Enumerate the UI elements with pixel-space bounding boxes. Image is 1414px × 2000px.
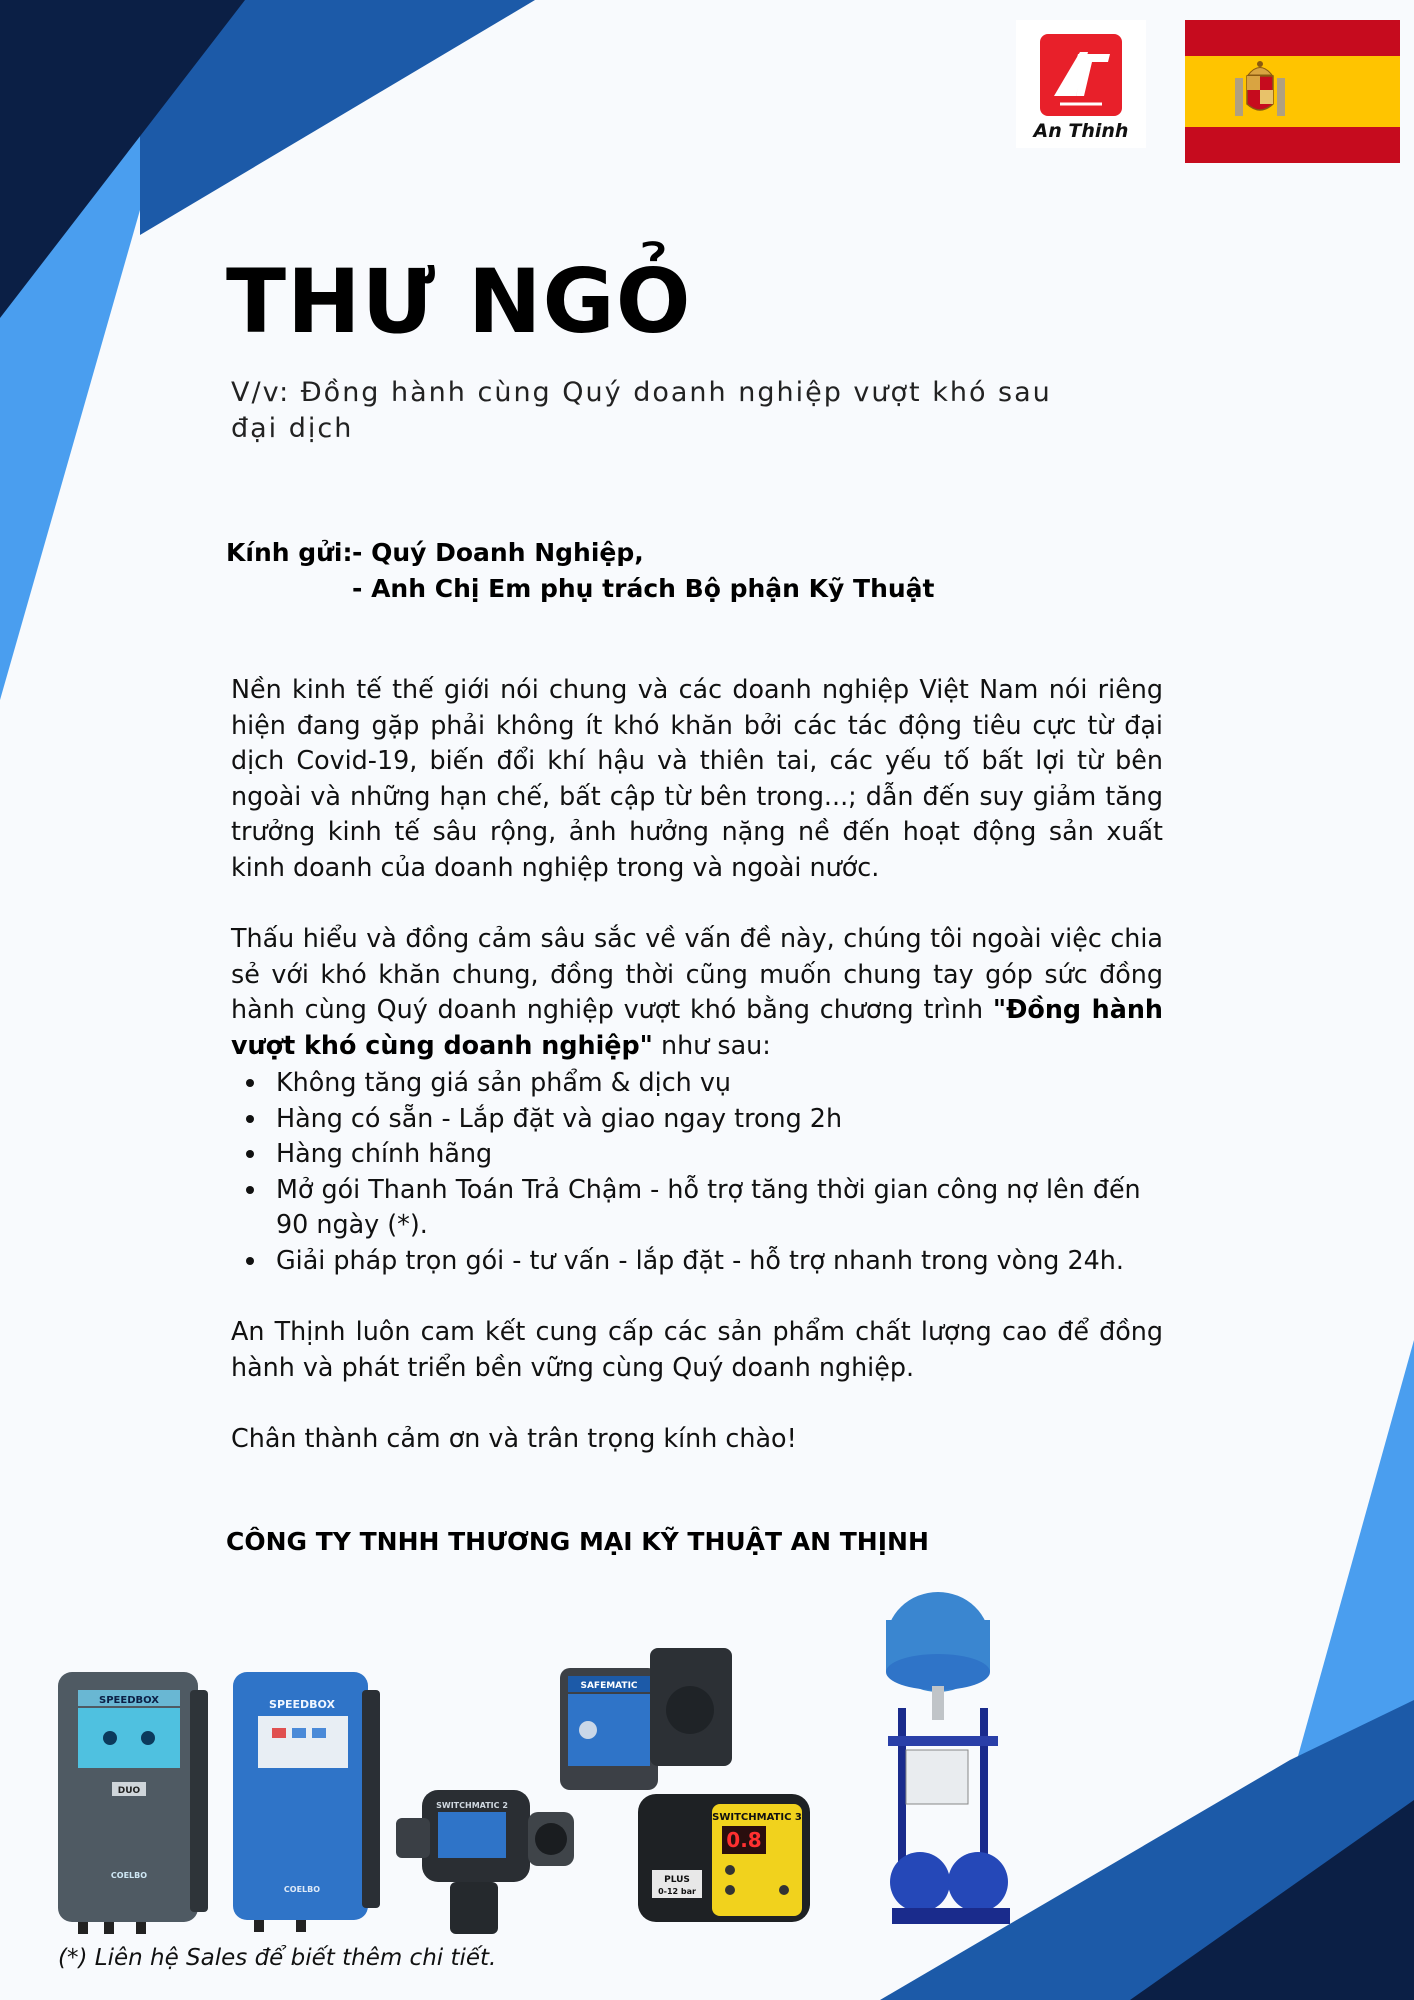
spain-flag-icon [1185, 20, 1400, 163]
an-thinh-logo-mark [1040, 34, 1122, 116]
speedbox-blue-image [233, 1672, 380, 1932]
switchmatic-2-label: SWITCHMATIC 2 [436, 1801, 508, 1810]
list-item: Không tăng giá sản phẩm & dịch vụ [231, 1065, 1163, 1101]
speedbox-duo-sub: DUO [117, 1786, 141, 1796]
switchmatic-3-label: SWITCHMATIC 3 [712, 1812, 802, 1823]
product-images [40, 1590, 1020, 1940]
benefits-list [231, 1065, 1163, 1279]
paragraph-2-end: như sau: [652, 1029, 771, 1060]
paragraph-2-text: Thấu hiểu và đồng cảm sâu sắc về vấn đề này, chúng tôi ngoài việc chia sẻ với khó khăn chung, đồng thời cũng muốn chung tay góp sức đồng hành cùng Quý doanh nghiệp vượt khó bằng chương trình [231, 923, 1163, 1025]
company-name: CÔNG TY TNHH THƯƠNG MẠI KỸ THUẬT AN THỊNH [226, 1527, 929, 1556]
switchmatic-2-image [396, 1790, 574, 1934]
logo-glyph-icon [1040, 34, 1122, 116]
page-title: THƯ NGỎ [226, 250, 692, 353]
safematic-label: SAFEMATIC [580, 1681, 638, 1691]
subtitle-line-2: đại dịch [231, 413, 354, 444]
program-name: "Đồng hành vượt khó cùng doanh nghiệp" [231, 994, 1164, 1060]
coelbo-brand-1: COELBO [110, 1871, 148, 1880]
list-item: Hàng chính hãng [231, 1136, 1163, 1172]
list-item: Mở gói Thanh Toán Trả Chậm - hỗ trợ tăng thời gian công nợ lên đến 90 ngày (*). [231, 1172, 1163, 1243]
subtitle [231, 375, 1091, 447]
booster-pump-image [886, 1592, 1010, 1924]
footnote: (*) Liên hệ Sales để biết thêm chi tiết. [58, 1945, 497, 1971]
list-item: Giải pháp trọn gói - tư vấn - lắp đặt - hỗ trợ nhanh trong vòng 24h. [231, 1243, 1163, 1279]
switchmatic-3-image [638, 1794, 810, 1922]
paragraph-1: Nền kinh tế thế giới nói chung và các doanh nghiệp Việt Nam nói riêng hiện đang gặp phải không ít khó khăn bởi các tác động tiêu cực từ đại dịch Covid-19, biến đổi khí hậu và thiên tai, các yếu tố bất lợi từ bên ngoài và những hạn chế, bất cập từ bên trong...; dẫn đến suy giảm tăng trưởng kinh tế sâu rộng, ảnh hưởng nặng nề đến hoạt động sản xuất kinh doanh của doanh nghiệp trong và ngoài nước. [231, 674, 1163, 882]
pressure-display: 0.8 [726, 1828, 762, 1852]
address-prefix: Kính gửi: [226, 538, 353, 567]
address-line-1: - Quý Doanh Nghiệp, [352, 538, 644, 567]
paragraph-3: An Thịnh luôn cam kết cung cấp các sản phẩm chất lượng cao để đồng hành và phát triển bền vững cùng Quý doanh nghiệp. [231, 1316, 1163, 1382]
coelbo-brand-2: COELBO [283, 1885, 321, 1894]
list-item: Hàng có sẵn - Lắp đặt và giao ngay trong 2h [231, 1101, 1163, 1137]
subtitle-line-1: V/v: Đồng hành cùng Quý doanh nghiệp vượt khó sau [231, 377, 1052, 408]
range-label: 0-12 bar [658, 1887, 696, 1896]
address-line-2: - Anh Chị Em phụ trách Bộ phận Kỹ Thuật [352, 574, 935, 603]
closing-text: Chân thành cảm ơn và trân trọng kính chào! [231, 1423, 797, 1453]
an-thinh-logo [1016, 20, 1146, 148]
speedbox-label: SPEEDBOX [269, 1698, 335, 1711]
safematic-image [560, 1648, 732, 1790]
plus-label: PLUS [664, 1875, 690, 1885]
logo-text: An Thinh [1033, 120, 1129, 142]
speedbox-duo-image [58, 1672, 208, 1934]
paragraph-2 [231, 921, 1163, 1063]
speedbox-duo-label: SPEEDBOX [99, 1695, 159, 1706]
